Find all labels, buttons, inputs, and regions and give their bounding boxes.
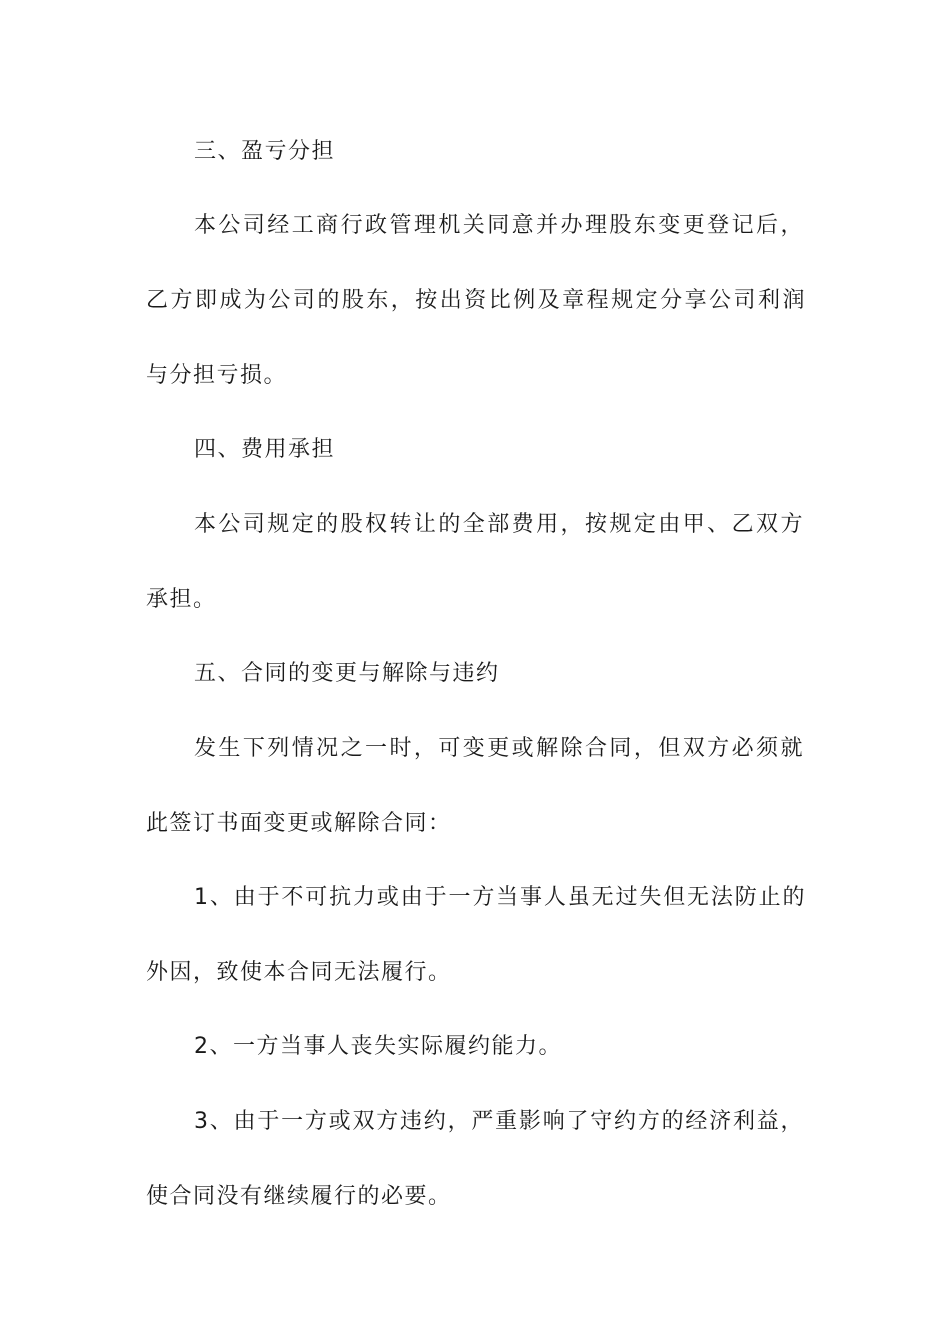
paragraph-line: 与分担亏损。: [146, 363, 288, 388]
section-heading-5: 五、合同的变更与解除与违约: [194, 661, 500, 686]
paragraph-line: 本公司规定的股权转让的全部费用，按规定由甲、乙双方: [194, 512, 804, 537]
paragraph-line: 本公司经工商行政管理机关同意并办理股东变更登记后，: [194, 213, 804, 238]
paragraph-line: 此签订书面变更或解除合同：: [146, 811, 452, 836]
list-item-line: 3、由于一方或双方违约，严重影响了守约方的经济利益，: [194, 1109, 804, 1134]
list-item-line: 使合同没有继续履行的必要。: [146, 1184, 452, 1209]
paragraph-line: 发生下列情况之一时，可变更或解除合同，但双方必须就: [194, 736, 804, 761]
paragraph-line: 乙方即成为公司的股东，按出资比例及章程规定分享公司利润: [146, 288, 806, 313]
section-heading-3: 三、盈亏分担: [194, 139, 336, 164]
section-heading-4: 四、费用承担: [194, 437, 336, 462]
list-item-line: 外因，致使本合同无法履行。: [146, 960, 452, 985]
list-item-line: 1、由于不可抗力或由于一方当事人虽无过失但无法防止的: [194, 885, 806, 910]
list-item-line: 2、一方当事人丧失实际履约能力。: [194, 1034, 562, 1059]
paragraph-line: 承担。: [146, 587, 217, 612]
